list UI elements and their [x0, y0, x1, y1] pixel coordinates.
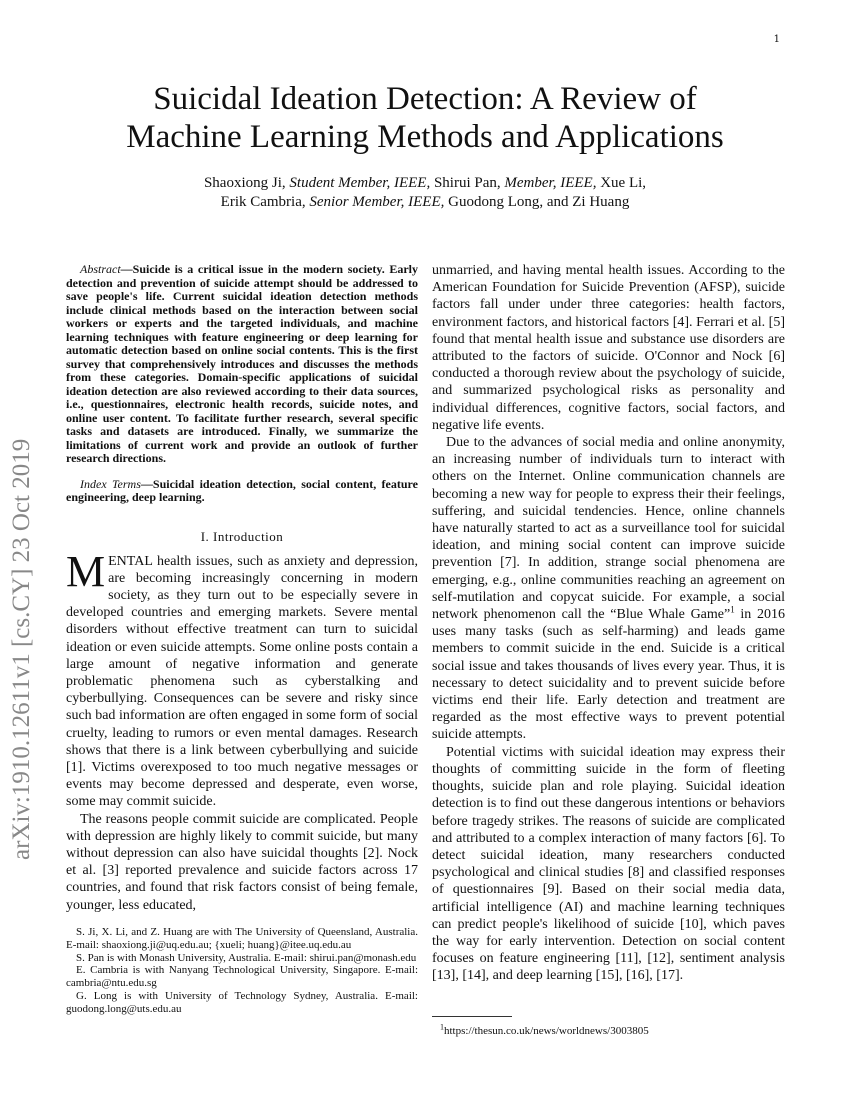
right-paragraph-1: unmarried, and having mental health issues. According to the American Foundation for Suicide Prevention (AFSP), suicide factors fall under under three categories: health factors, environment factors, and historical factors [4]. Ferrari et al. [5] found that mental health issue and substance use disorders are attributed to the factors of suicide. O'Connor and Nock [6] conducted a thorough review about the psychology of suicide, and summarized psychological risks as personality and individual differences, cognitive factors, social factors, and negative life events. — [432, 263, 785, 433]
footnote: G. Long is with University of Technology Sydney, Australia. E-mail: guodong.long@uts.edu.au — [66, 989, 418, 1015]
arxiv-stamp: arXiv:1910.12611v1 [cs.CY] 23 Oct 2019 — [8, 438, 35, 860]
footnote-1-mark: 1 — [440, 1022, 444, 1032]
author-name: Shirui Pan, — [433, 175, 501, 191]
page-number: 1 — [773, 34, 780, 45]
left-column — [66, 263, 418, 914]
right-paragraph-2-text-b: in 2016 uses many tasks (such as self-harming) and leads game members to commit suicide in the end. Suicide is a critical social issue and takes thousands of lives every year. Thus, it is necessary to detect suicidality and to prevent suicide before victims end their life. Early detection and treatment are regarded as the most effective ways to prevent potential suicide attempts. — [432, 607, 785, 743]
section-heading: I. Introduction — [200, 528, 284, 544]
right-paragraph-2-text-a: Due to the advances of social media and online anonymity, an increasing number of individuals turn to interact with others on the Internet. Online communication channels are becoming a new way for people to express their their feelings, suffering, and suicidal tendencies. Hence, online channels have naturally started to act as a surveillance tool for suicidal ideation, and mining social content can improve suicide prevention [7]. In addition, strange social phenomena are emerging, e.g., online communities reaching an agreement on self-mutilation and copycat suicide. For example, a social network phenomenon call the “Blue Whale Game” — [432, 435, 785, 623]
abstract — [66, 263, 418, 466]
abstract-text: —Suicide is a critical issue in the modern society. Early detection and prevention of suicide attempt should be addressed to save people's life. Current suicidal ideation detection methods include clinical methods based on the interaction between social workers or experts and the targeted individuals, and machine learning techniques with feature engineering or deep learning for automatic detection based on online social contents. This is the first survey that comprehensively introduces and discusses the methods from these categories. Domain-specific applications of suicidal ideation detection are also reviewed according to their data sources, i.e., questionnaires, electronic health records, suicide notes, and online user content. To facilitate further research, several specific tasks and datasets are introduced. Finally, we summarize the limitations of current work and provide an outlook of further research directions. — [66, 262, 418, 465]
footnote: S. Ji, X. Li, and Z. Huang are with The University of Queensland, Australia. E-mail: shaoxiong.ji@uq.edu.au; {xueli; huang}@itee.uq.edu.au — [66, 926, 418, 951]
author-membership: Student Member, IEEE, — [289, 175, 431, 191]
paper-title — [60, 80, 790, 156]
right-paragraph-2 — [432, 434, 785, 744]
intro-body — [66, 546, 418, 914]
author-membership: Member, IEEE, — [504, 175, 597, 191]
author-list — [60, 174, 790, 212]
author-name: Erik Cambria, — [220, 194, 306, 210]
title-line-2: Machine Learning Methods and Applications — [126, 119, 724, 155]
intro-paragraph-1-text: ENTAL health issues, such as anxiety and depression, are becoming increasingly concerning in modern society, as they turn out to be especially severe in developed countries and emerging markets. Severe mental disorders without effective treatment can turn to suicidal ideation or even suicide attempts. Some online posts contain a large amount of negative information and generate problematic phenomena such as cyberstalking and cyberbullying. Consequences can be severe and risky since such bad information are often engaged in some form of social cruelty, leading to rumors or even mental damages. Research shows that there is a link between cyberbullying and suicide [1]. Victims overexposed to too much negative messages or events may become depressed and desperate, even worse, some may commit suicide. — [66, 553, 418, 810]
title-line-1: Suicidal Ideation Detection: A Review of — [153, 81, 697, 117]
right-column — [432, 262, 785, 985]
author-name: Shaoxiong Ji, — [203, 175, 286, 191]
footnote-1-url[interactable]: https://thesun.co.uk/news/worldnews/3003805 — [444, 1025, 649, 1037]
footnote-1 — [440, 1022, 649, 1037]
author-name: Guodong Long, and Zi Huang — [448, 194, 630, 210]
index-terms-text: —Suicidal ideation detection, social content, feature engineering, deep learning. — [66, 476, 418, 504]
intro-paragraph-2: The reasons people commit suicide are complicated. People with depression are highly likely to commit suicide, but many without depression can also have suicidal thoughts [2]. Nock et al. [3] reported prevalence and suicide factors across 17 countries, and found that risk factors consist of being female, younger, less educated, — [66, 811, 418, 913]
author-membership: Senior Member, IEEE, — [309, 194, 445, 210]
footnote-marker: 1 — [730, 604, 735, 615]
footnote: S. Pan is with Monash University, Australia. E-mail: shirui.pan@monash.edu — [76, 951, 417, 964]
index-terms-label: Index Terms — [80, 476, 141, 491]
footnote-rule — [432, 1016, 512, 1017]
right-paragraph-3: Potential victims with suicidal ideation may express their thoughts of committing suicide in the form of fleeting thoughts, suicide plan and role playing. Suicidal ideation detection is to find out these dangerous intentions or behaviors before tragedy strikes. The reasons of suicide are complicated and attributed to a complex interaction of many factors [6]. To detect suicidal ideation, many researchers conducted psychological and clinical studies [8] and classified responses of questionnaires [9]. Based on their social media data, artificial intelligence (AI) and machine learning techniques can predict people's likelihood of suicide [10], which paves the way for early intervention. Detection on social content focuses on feature engineering [11], [12], sentiment analysis [13], [14], and deep learning [15], [16], [17]. — [432, 744, 785, 984]
drop-cap: M — [66, 546, 106, 596]
footnote: E. Cambria is with Nanyang Technological University, Singapore. E-mail: cambria@ntu.edu.sg — [66, 964, 418, 990]
intro-paragraph-1 — [66, 546, 418, 811]
author-name: Xue Li, — [600, 175, 647, 191]
abstract-label: Abstract — [80, 262, 121, 276]
index-terms — [66, 478, 418, 505]
author-footnotes — [66, 926, 418, 1016]
